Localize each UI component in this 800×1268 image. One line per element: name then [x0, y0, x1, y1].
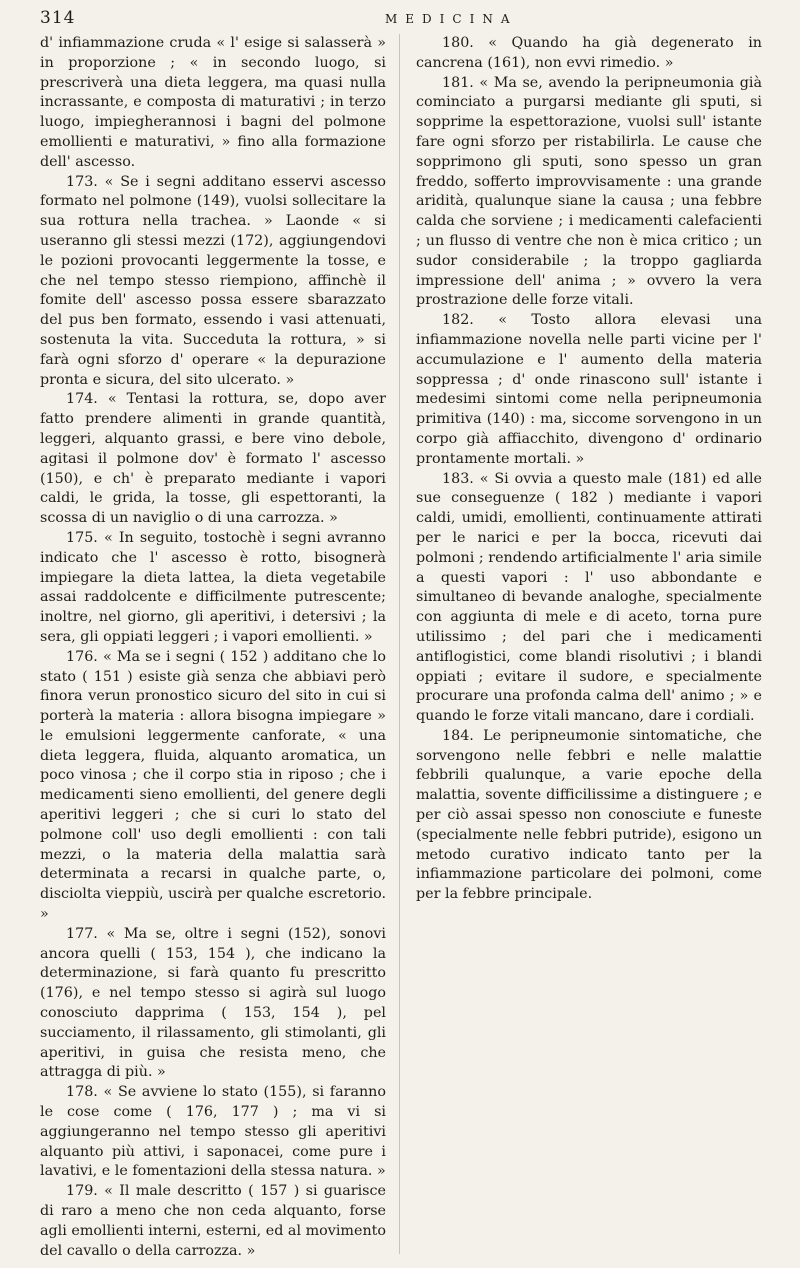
paragraph: 183. « Si ovvia a questo male (181) ed alle sue conseguenze ( 182 ) mediante i vapori caldi, umidi, emollienti, continuamente attirati per le narici e per la bocca, ricevuti dai polmoni ; rendendo artificialmente l' aria simile a questi vapori : l' uso abbondante e simultaneo di bevande analoghe, specialmente con aggiunta di mele e di aceto, torna pure utilissimo ; del pari che i medicamenti antiflogistici, come blandi risolutivi ; i blandi oppiati ; evitare il sudore, e specialmente procurare una profonda calma dell' animo ; » e quando le forze vitali mancano, dare i cordiali.	[416, 470, 762, 725]
paragraph: 181. « Ma se, avendo la peripneumonia già cominciato a purgarsi mediante gli sputi, si sopprime la espettorazione, vuolsi sull' istante fare ogni sforzo per ristabilirla. Le cause che sopprimono gli sputi, sono spesso un gran freddo, sofferto improvvisamente : una grande aridità, qualunque siane la causa ; una febbre calda che sorviene ; i medicamenti calefacienti ; un flusso di ventre che non è mica critico ; un sudor considerabile ; la troppo gagliarda impressione dell' anima ; » ovvero la vera prostrazione delle forze vitali.	[416, 74, 762, 309]
paragraph: 179. « Il male descritto ( 157 ) si guarisce di raro a meno che non ceda alquanto, forse agli emollienti interni, esterni, ed al movimento del cavallo o della carrozza. »	[40, 1183, 386, 1259]
paragraph: 174. « Tentasi la rottura, se, dopo aver fatto prendere alimenti in grande quantità, leggeri, alquanto grassi, e bere vino debole, agitasi il polmone dov' è formato l' ascesso (150), e ch' è preparato mediante i vapori caldi, le grida, la tosse, gli espettoranti, la scossa di un naviglio o di una carrozza. »	[40, 391, 386, 527]
column-gutter	[399, 34, 400, 1254]
paragraph: 184. Le peripneumonie sintomatiche, che sorvengono nelle febbri e nelle malattie febbrili qualunque, a varie epoche della malattia, sovente difficilissime a distinguere ; e per ciò assai spesso non conosciute e funeste (specialmente nelle febbri putride), esigono un metodo curativo indicato tanto per la infiammazione particolare dei polmoni, come per la febbre principale.	[416, 727, 762, 903]
page-header	[40, 8, 760, 34]
paragraph: 175. « In seguito, tostochè i segni avranno indicato che l' ascesso è rotto, bisognerà impiegare la dieta lattea, la dieta vegetabile assai raddolcente e difficilmente putrescente; inoltre, nel giorno, gli aperitivi, i detersivi ; la sera, gli oppiati leggeri ; i vapori emollienti. »	[40, 529, 386, 645]
paragraph: 176. « Ma se i segni ( 152 ) additano che lo stato ( 151 ) esiste già senza che abbiavi però finora verun pronostico sicuro del sito in cui si porterà la materia : allora bisogna impiegare » le emulsioni leggermente canforate, « una dieta leggera, fluida, alquanto aromatica, un poco vinosa ; che il corpo stia in riposo ; che i medicamenti sieno emollienti, del genere degli aperitivi leggeri ; che si curi lo stato del polmone coll' uso degli emollienti : con tali mezzi, o la materia della malattia sarà determinata a recarsi in qualche parte, o, disciolta vieppiù, uscirà per qualche escretorio. »	[40, 648, 386, 923]
paragraph: 178. « Se avviene lo stato (155), si faranno le cose come ( 176, 177 ) ; ma vi si aggiungeranno nel tempo stesso gli aperitivi alquanto più attivi, i saponacei, come pure i lavativi, e le fomentazioni della stessa natura. »	[40, 1084, 386, 1180]
paragraph: 182. « Tosto allora elevasi una infiammazione novella nelle parti vicine per l' accumulazione e l' aumento della materia soppressa ; d' onde rinascono sull' istante i medesimi sintomi come nella peripneumonia primitiva (140) : ma, siccome sorvengono in un corpo già affiacchito, divengono d' ordinario prontamente mortali. »	[416, 312, 762, 467]
paragraph: 177. « Ma se, oltre i segni (152), sonovi ancora quelli ( 153, 154 ), che indicano la determinazione, si farà quanto fu prescritto (176), e nel tempo stesso si agirà sul luogo conosciuto dapprima ( 153, 154 ), pel succiamento, il rilassamento, gli stimolanti, gli aperitivi, in guisa che resista meno, che attragga di più. »	[40, 925, 386, 1081]
left-column	[40, 34, 386, 1261]
paragraph: 173. « Se i segni additano esservi ascesso formato nel polmone (149), vuolsi sollecitare la sua rottura nella trachea. » Laonde « si useranno gli stessi mezzi (172), aggiungendovi le pozioni provocanti leggermente la tosse, e che nel tempo stesso riempiono, affinchè il fomite dell' ascesso possa essere sbarazzato del pus ben formato, essendo i vasi attenuati, sostenuta la vita. Succeduta la rottura, » si farà ogni sforzo d' operare « la depurazione pronta e sicura, del sito ulcerato. »	[40, 173, 386, 388]
paragraph: 180. « Quando ha già degenerato in cancrena (161), non evvi rimedio. »	[416, 35, 762, 71]
right-column	[416, 34, 762, 905]
running-head: MEDICINA	[385, 12, 518, 26]
page-number: 314	[40, 8, 76, 28]
paragraph: d' infiammazione cruda « l' esige si salasserà » in proporzione ; « in secondo luogo, si prescriverà una dieta leggera, ma quasi nulla incrassante, e composta di maturativi ; in terzo luogo, impiegherannosi i bagni del polmone emollienti e maturativi, » fino alla formazione dell' ascesso.	[40, 35, 386, 170]
